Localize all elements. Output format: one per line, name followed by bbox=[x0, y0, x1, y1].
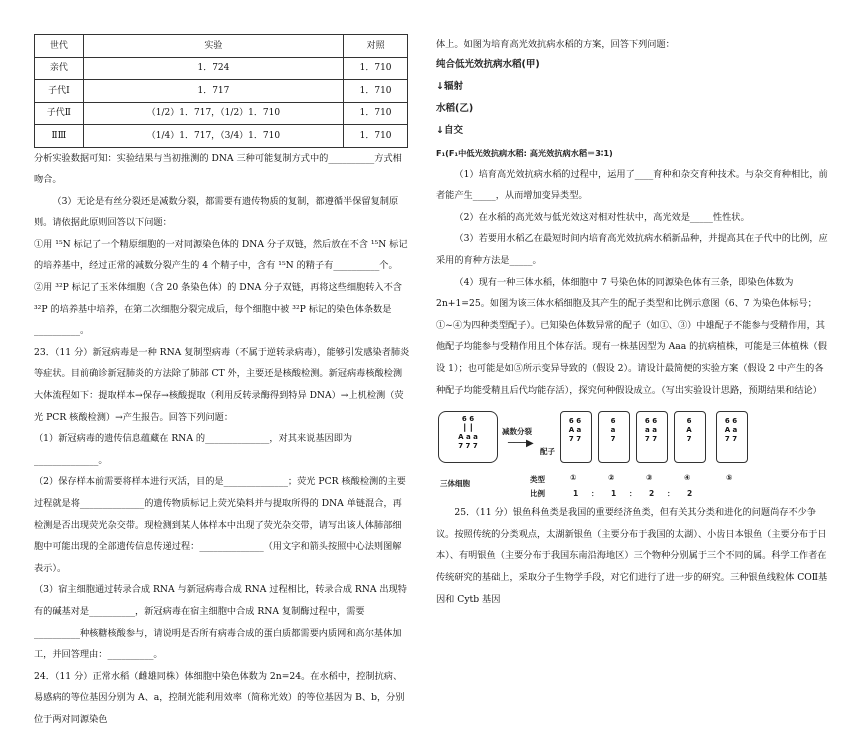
cell-chromosomes: 6 6 ┃ ┃ A a a 7 7 7 bbox=[458, 415, 478, 451]
header-control: 对照 bbox=[344, 35, 408, 58]
question-22-3: （3）无论是有丝分裂还是减数分裂，都需要有遗传物质的复制，都遵循半保留复制原则。请依据此原则回答以下问题： bbox=[34, 195, 399, 229]
question-23-stem: 23．（11 分）新冠病毒是一种 RNA 复制型病毒（不属于逆转录病毒），能够引发感染者肺炎等症状。目前确诊新冠肺炎的方法除了肺部 CT 外，主要还是核酸检测。新冠病毒核酸检测大体流程如下：提取样本→保存→核酸提取（利用反转录酶得到特异 DNA）→上机检测（荧光 PCR 核酸检测）→产生报告。回答下列问题： bbox=[34, 346, 410, 423]
table-cell: 1．710 bbox=[344, 125, 408, 148]
question-24-2: （2）在水稻的高光效与低光效这对相对性状中，高光效是_____性性状。 bbox=[454, 211, 750, 223]
table-row bbox=[35, 57, 408, 80]
header-generation: 世代 bbox=[35, 35, 84, 58]
scheme-step-rice-b: 水稻(乙) bbox=[436, 102, 474, 114]
question-23-2: （2）保存样本前需要将样本进行灭活，目的是______________；荧光 PCR 核酸检测的主要过程就是将______________的遗传物质标记上荧光染料并与提取所得的 DNA 单链混合，再检测是否出现荧光杂交带。现检测到某人体样本中出现了荧光杂交带，请写出该人体肺部细胞中可能出现的全部遗传信息传递过程：______________（用文字和箭头按照中心法则图解表示）。 bbox=[34, 476, 406, 574]
table-cell: 亲代 bbox=[35, 57, 84, 80]
type-3: ③ bbox=[646, 473, 653, 483]
question-24-stem: 24．（11 分）正常水稻（雌雄同株）体细胞中染色体数为 2n=24。在水稻中，控制抗病、易感病的等位基因分别为 A、a，控制光能利用效率（简称光效）的等位基因为 B、b，分别位于两对同源染色 bbox=[34, 670, 405, 725]
gamete-5-chromosomes: 6 6 A a 7 7 bbox=[724, 417, 738, 444]
question-24-stem-continued: 体上。如图为培育高光效抗病水稻的方案，回答下列问题： bbox=[436, 39, 675, 50]
gamete-4-chromosomes: 6 A 7 bbox=[686, 417, 692, 444]
ratio-separator: ： bbox=[629, 489, 637, 499]
breeding-scheme bbox=[436, 54, 832, 164]
question-22-3-2: ②用 ³²P 标记了玉米体细胞（含 20 条染色体）的 DNA 分子双链，再将这些细胞转入不含 ³²P 的培养基中培养，在第二次细胞分裂完成后，每个细胞中被 ³²P 标记的染色体条数是__________。 bbox=[34, 282, 402, 337]
scheme-step-parent: 纯合低光效抗病水稻(甲) bbox=[436, 58, 540, 70]
table-cell: 1．724 bbox=[83, 57, 343, 80]
table-cell: （1/2）1．717，（1/2）1．710 bbox=[83, 102, 343, 125]
type-label: 类型 bbox=[530, 475, 545, 485]
table-cell: ⅡⅢ bbox=[35, 125, 84, 148]
type-4: ④ bbox=[684, 473, 691, 483]
type-5: ⑤ bbox=[726, 473, 733, 483]
table-cell: 1．717 bbox=[83, 80, 343, 103]
process-label: 减数分裂 bbox=[502, 427, 532, 437]
table-cell: 子代Ⅰ bbox=[35, 80, 84, 103]
question-23-1: （1）新冠病毒的遗传信息蕴藏在 RNA 的______________，对其来说基因即为______________。 bbox=[34, 433, 353, 466]
gamete-1-chromosomes: 6 6 A a 7 7 bbox=[568, 417, 582, 444]
left-column bbox=[34, 0, 410, 731]
table-cell: （1/4）1．717，（3/4）1．710 bbox=[83, 125, 343, 148]
type-1: ① bbox=[570, 473, 577, 483]
ratio-separator: ： bbox=[667, 489, 675, 499]
table-cell: 子代Ⅱ bbox=[35, 102, 84, 125]
gamete-3-chromosomes: 6 6 a a 7 7 bbox=[644, 417, 658, 444]
gamete-2-chromosomes: 6 a 7 bbox=[610, 417, 616, 444]
question-22-3-1: ①用 ¹⁵N 标记了一个精原细胞的一对同源染色体的 DNA 分子双链，然后放在不含 ¹⁵N 标记的培养基中，经过正常的减数分裂产生的 4 个精子中，含有 ¹⁵N 的精子有__________个。 bbox=[34, 238, 408, 272]
question-24-1: （1）培育高光效抗病水稻的过程中，运用了____育种和杂交育种技术。与杂交育种相比，前者能产生_____，从而增加变异类型。 bbox=[436, 168, 828, 202]
paragraph-analysis: 分析实验数据可知：实验结果与当初推测的 DNA 三种可能复制方式中的__________方式相吻合。 bbox=[34, 152, 402, 186]
table-row bbox=[35, 102, 408, 125]
question-24-3: （3）若要用水稻乙在最短时间内培育高光效抗病水稻新品种，并提高其在子代中的比例，应采用的育种方法是_____。 bbox=[436, 233, 828, 266]
question-24-4: （4）现有一种三体水稻，体细胞中 7 号染色体的同源染色体有三条，即染色体数为 2n+1=25。如图为该三体水稻细胞及其产生的配子类型和比例示意图（6、7 为染色体标号；①~④为四种类型配子）。已知染色体数异常的配子（如①、③）中雄配子不能参与受精作用，其他配子均能参与受精作用且个体存活。现有一株基因型为 Aaa 的抗病植株，可能是三体植株（假设 1）；也可能是如⑤所示变异导致的（假设 2）。请设计最简便的实验方案（假设 2 中产生的各种配子均能受精且后代均能存活），探究何种假设成立。（写出实验设计思路，预期结果和结论） bbox=[436, 276, 827, 396]
table-cell: 1．710 bbox=[344, 57, 408, 80]
trisomy-diagram bbox=[436, 407, 832, 502]
arrow-icon: ───▶ bbox=[508, 438, 534, 450]
table-row bbox=[35, 80, 408, 103]
scheme-step-f1: F₁(F₁中低光效抗病水稻: 高光效抗病水稻＝3∶1) bbox=[436, 147, 613, 158]
table-header-row bbox=[35, 35, 408, 58]
question-25-stem: 25．（11 分）银鱼科鱼类是我国的重要经济鱼类，但有关其分类和进化的问题尚存不少争议。按照传统的分类观点，太湖新银鱼（主要分布于我国的太湖）、小齿日本银鱼（主要分布于日本）、有明银鱼（主要分布于我国东南沿海地区）三个物种分别属于三个不同的属。科学工作者在传统研究的基础上，采取分子生物学手段，对它们进行了进一步的研究。三种银鱼线粒体 COⅡ基因和 Cytb 基因 bbox=[436, 507, 828, 605]
gamete-label: 配子 bbox=[540, 447, 555, 457]
ratio-value: 2 bbox=[649, 489, 655, 499]
ratio-separator: ： bbox=[591, 489, 599, 499]
type-2: ② bbox=[608, 473, 615, 483]
right-column bbox=[436, 0, 832, 610]
experiment-table bbox=[34, 34, 408, 148]
scheme-step-selfing: ↓自交 bbox=[436, 124, 463, 136]
ratio-value: 1 bbox=[611, 489, 617, 499]
table-cell: 1．710 bbox=[344, 80, 408, 103]
ratio-value: 1 bbox=[573, 489, 579, 499]
header-experiment: 实验 bbox=[83, 35, 343, 58]
scheme-step-radiation: ↓辐射 bbox=[436, 80, 463, 92]
table-row bbox=[35, 125, 408, 148]
ratio-value: 2 bbox=[687, 489, 693, 499]
ratio-label: 比例 bbox=[530, 489, 545, 499]
question-23-3: （3）宿主细胞通过转录合成 RNA 与新冠病毒合成 RNA 过程相比，转录合成 RNA 出现特有的碱基对是__________，新冠病毒在宿主细胞中合成 RNA 复制酶过程中，需要__________种核糖核酸参与，请说明是否所有病毒合成的蛋白质都需要内质网和高尔基体加工，并回答理由：__________。 bbox=[34, 584, 407, 661]
table-cell: 1．710 bbox=[344, 102, 408, 125]
cell-label: 三体细胞 bbox=[440, 479, 470, 489]
